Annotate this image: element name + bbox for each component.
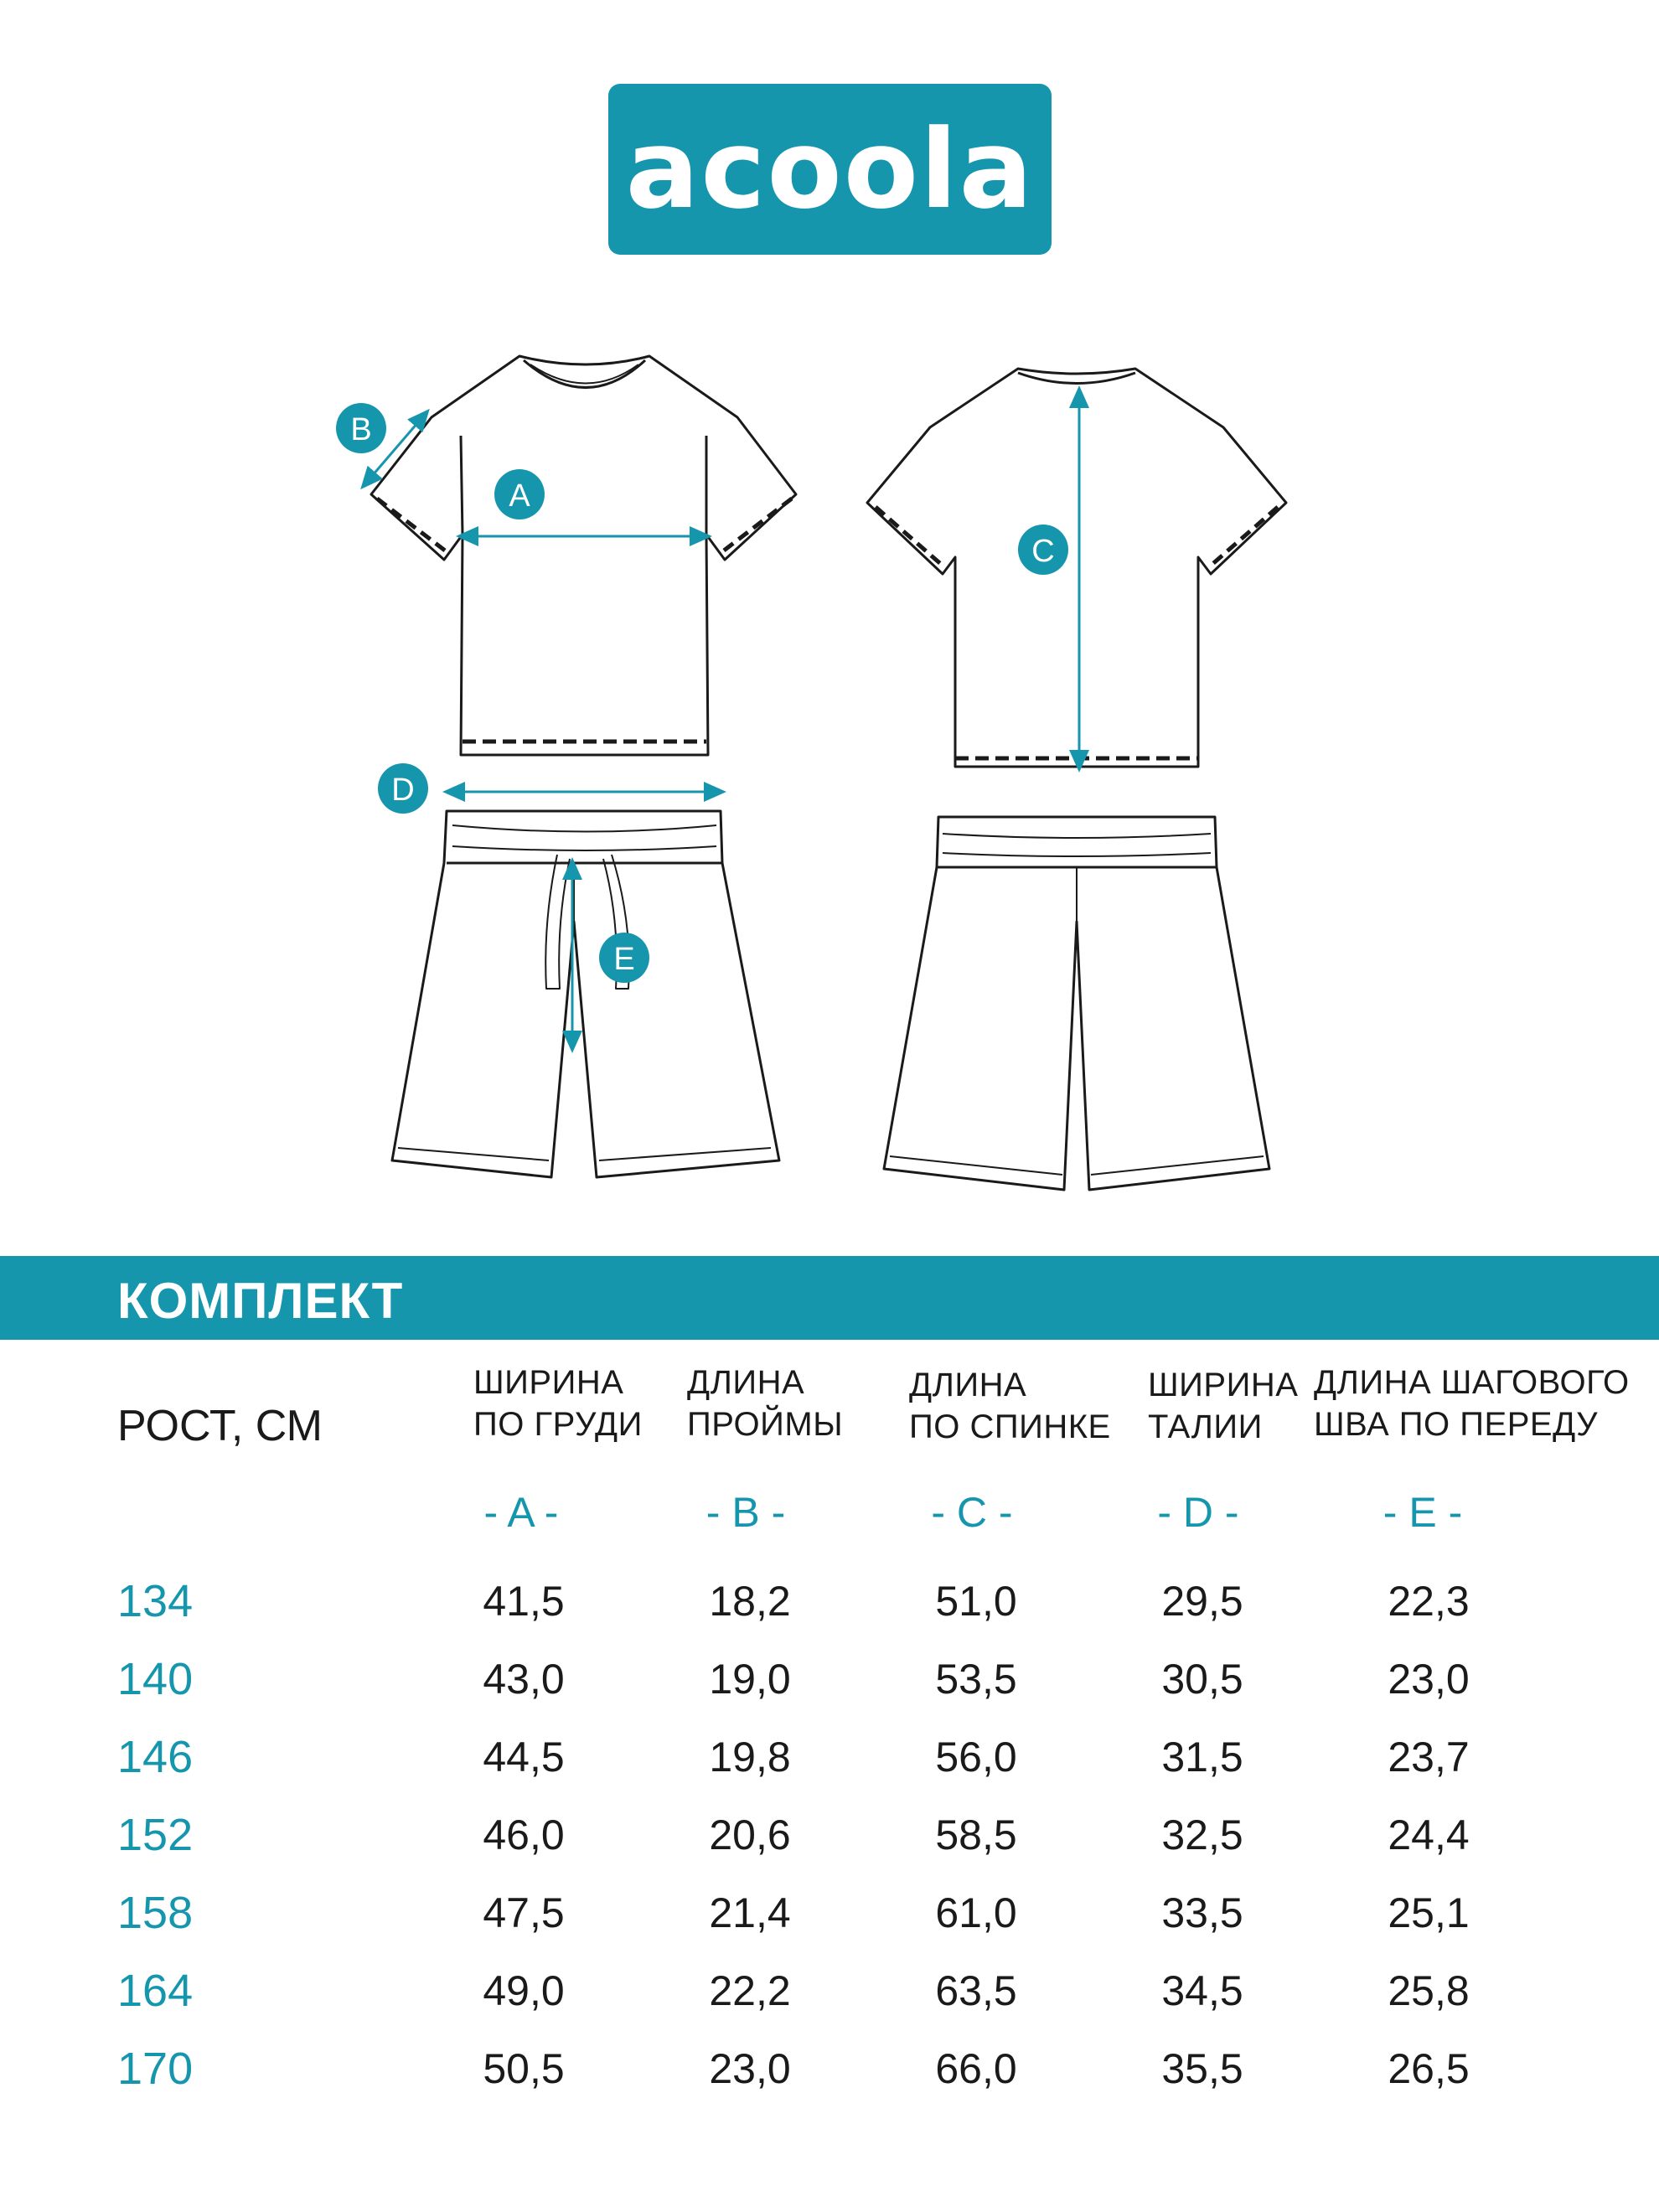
column-letter-e: - E - <box>1382 1489 1463 1536</box>
table-cell: 23,7 <box>1388 1734 1470 1780</box>
column-header-line1: ШИРИНА <box>1148 1367 1299 1403</box>
column-header-line2: ПО СПИНКЕ <box>909 1408 1111 1445</box>
column-header-b <box>687 1362 843 1445</box>
table-cell: 22,2 <box>709 1967 791 2014</box>
row-header-label: РОСТ, СМ <box>117 1402 323 1450</box>
column-header-line1: ДЛИНА ШАГОВОГО <box>1314 1364 1630 1401</box>
table-cell: 46,0 <box>483 1811 565 1858</box>
column-header-line2: ШВА ПО ПЕРЕДУ <box>1314 1406 1599 1443</box>
svg-text:B: B <box>350 412 372 447</box>
table-cell: 49,0 <box>483 1967 565 2014</box>
column-header-e <box>1314 1362 1630 1445</box>
column-letter-a: - A - <box>483 1489 559 1536</box>
table-cell: 56,0 <box>935 1734 1017 1780</box>
marker-d <box>378 763 428 814</box>
height-cell: 170 <box>117 2044 194 2094</box>
svg-text:D: D <box>391 773 415 808</box>
table-cell: 58,5 <box>935 1811 1017 1858</box>
table-cell: 24,4 <box>1388 1811 1470 1858</box>
column-header-a <box>473 1362 643 1445</box>
marker-c <box>1018 525 1068 575</box>
table-cell: 20,6 <box>709 1811 791 1858</box>
column-header-c <box>909 1364 1111 1448</box>
table-cell: 25,8 <box>1388 1967 1470 2014</box>
column-header-d <box>1148 1364 1298 1448</box>
column-header-line2: ТАЛИИ <box>1148 1408 1263 1445</box>
svg-text:A: A <box>509 478 530 514</box>
marker-b <box>336 403 386 453</box>
table-cell: 31,5 <box>1161 1734 1243 1780</box>
table-cell: 33,5 <box>1161 1889 1243 1936</box>
column-header-line1: ДЛИНА <box>687 1364 805 1401</box>
table-cell: 19,0 <box>709 1656 791 1703</box>
column-letter-b: - B - <box>705 1489 786 1536</box>
table-cell: 18,2 <box>709 1578 791 1625</box>
svg-text:E: E <box>613 942 635 977</box>
table-cell: 25,1 <box>1388 1889 1470 1936</box>
table-cell: 44,5 <box>483 1734 565 1780</box>
tshirt-back-drawing <box>867 369 1286 767</box>
table-cell: 22,3 <box>1388 1578 1470 1625</box>
table-cell: 63,5 <box>935 1967 1017 2014</box>
table-cell: 51,0 <box>935 1578 1017 1625</box>
table-cell: 43,0 <box>483 1656 565 1703</box>
height-cell: 158 <box>117 1888 194 1938</box>
table-cell: 47,5 <box>483 1889 565 1936</box>
brand-logo-text: acoola <box>625 106 1035 233</box>
height-cell: 152 <box>117 1810 194 1860</box>
height-cell: 134 <box>117 1576 194 1626</box>
marker-a <box>494 469 545 519</box>
marker-e <box>599 933 649 983</box>
column-header-line2: ПРОЙМЫ <box>687 1406 844 1443</box>
table-cell: 29,5 <box>1161 1578 1243 1625</box>
table-cell: 26,5 <box>1388 2045 1470 2092</box>
table-cell: 32,5 <box>1161 1811 1243 1858</box>
table-cell: 34,5 <box>1161 1967 1243 2014</box>
shorts-front-drawing <box>392 811 779 1177</box>
table-cell: 21,4 <box>709 1889 791 1936</box>
table-cell: 61,0 <box>935 1889 1017 1936</box>
table-cell: 66,0 <box>935 2045 1017 2092</box>
shorts-back-drawing <box>884 817 1269 1190</box>
table-cell: 35,5 <box>1161 2045 1243 2092</box>
table-cell: 23,0 <box>1388 1656 1470 1703</box>
column-header-line2: ПО ГРУДИ <box>473 1406 643 1443</box>
column-header-line1: ДЛИНА <box>909 1367 1027 1403</box>
table-cell: 19,8 <box>709 1734 791 1780</box>
column-header-line1: ШИРИНА <box>473 1364 624 1401</box>
svg-text:C: C <box>1031 534 1055 569</box>
column-letter-c: - C - <box>931 1489 1013 1536</box>
table-cell: 41,5 <box>483 1578 565 1625</box>
table-cell: 53,5 <box>935 1656 1017 1703</box>
section-title: КОМПЛЕКТ <box>117 1273 404 1329</box>
table-cell: 50,5 <box>483 2045 565 2092</box>
height-cell: 140 <box>117 1654 194 1704</box>
height-cell: 164 <box>117 1966 194 2016</box>
tshirt-front-drawing <box>371 356 796 755</box>
table-cell: 30,5 <box>1161 1656 1243 1703</box>
table-cell: 23,0 <box>709 2045 791 2092</box>
column-letter-d: - D - <box>1157 1489 1239 1536</box>
height-cell: 146 <box>117 1732 194 1782</box>
